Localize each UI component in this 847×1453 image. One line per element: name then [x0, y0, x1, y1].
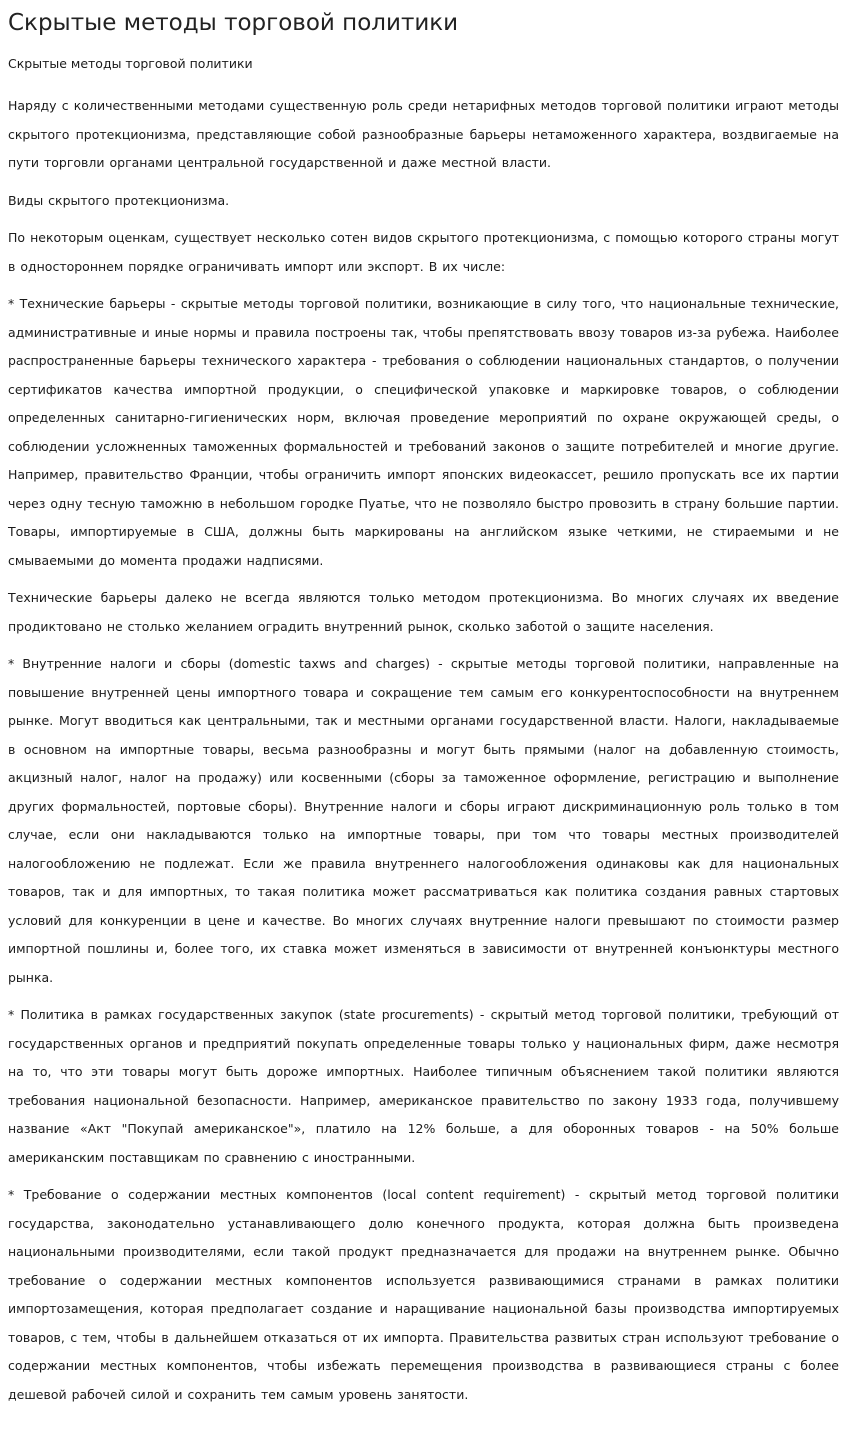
- page-title: Скрытые методы торговой политики: [8, 10, 459, 36]
- page-subtitle: Скрытые методы торговой политики: [8, 56, 253, 71]
- paragraph-local-content: * Требование о содержании местных компонентов (local content requirement) - скрытый метод торговой политики государства, законодательно устанавливающего долю конечного продукта, которая должна быть произведена национальными производителями, если такой продукт предназначается для продажи на внутреннем рынке. Обычно требование о содержании местных компонентов используется развивающимися странами в рамках политики импортозамещения, которая предполагает создание и наращивание национальной базы производства импортируемых товаров, с тем, чтобы в дальнейшем отказаться от их импорта. Правительства развитых стран используют требование о содержании местных компонентов, чтобы избежать перемещения производства в развивающиеся страны с более дешевой рабочей силой и сохранить тем самым уровень занятости.: [8, 1187, 839, 1402]
- paragraph-types-heading: Виды скрытого протекционизма.: [8, 192, 230, 208]
- paragraph-state-procurements: * Политика в рамках государственных закупок (state procurements) - скрытый метод торговой политики, требующий от государственных органов и предприятий покупать определенные товары только у национальных фирм, даже несмотря на то, что эти товары могут быть дороже импортных. Наиболее типичным объяснением такой политики являются требования национальной безопасности. Например, американское правительство по закону 1933 года, получившему название «Акт "Покупай американское"», платило на 12% больше, а для оборонных товаров - на 50% больше американским поставщикам по сравнению с иностранными.: [8, 1007, 839, 1165]
- paragraph-intro: Наряду с количественными методами существенную роль среди нетарифных методов торговой политики играют методы скрытого протекционизма, представляющие собой разнообразные барьеры нетаможенного характера, воздвигаемые на пути торговли органами центральной государственной и даже местной власти.: [8, 98, 839, 170]
- paragraph-technical-barriers-note: Технические барьеры далеко не всегда являются только методом протекционизма. Во многих случаях их введение продиктовано не столько желанием оградить внутренний рынок, сколько заботой о защите населения.: [8, 590, 839, 634]
- paragraph-domestic-taxes: * Внутренние налоги и сборы (domestic taxws and charges) - скрытые методы торговой политики, направленные на повышение внутренней цены импортного товара и сокращение тем самым его конкурентоспособности на внутреннем рынке. Могут вводиться как центральными, так и местными органами государственной власти. Налоги, накладываемые в основном на импортные товары, весьма разнообразны и могут быть прямыми (налог на добавленную стоимость, акцизный налог, налог на продажу) или косвенными (сборы за таможенное оформление, регистрацию и выполнение других формальностей, портовые сборы). Внутренние налоги и сборы играют дискриминационную роль только в том случае, если они накладываются только на импортные товары, при том что товары местных производителей налогообложению не подлежат. Если же правила внутреннего налогообложения одинаковы как для национальных товаров, так и для импортных, то такая политика может рассматриваться как политика создания равных стартовых условий для конкуренции в цене и качестве. Во многих случаях внутренние налоги превышают по стоимости размер импортной пошлины и, более того, их ставка может изменяться в зависимости от внутренней конъюнктуры местного рынка.: [8, 656, 839, 985]
- paragraph-estimates: По некоторым оценкам, существует несколько сотен видов скрытого протекционизма, с помощью которого страны могут в одностороннем порядке ограничивать импорт или экспорт. В их числе:: [8, 230, 839, 274]
- paragraph-technical-barriers: * Технические барьеры - скрытые методы торговой политики, возникающие в силу того, что национальные технические, административные и иные нормы и правила построены так, чтобы препятствовать ввозу товаров из-за рубежа. Наиболее распространенные барьеры технического характера - требования о соблюдении национальных стандартов, о получении сертификатов качества импортной продукции, о специфической упаковке и маркировке товаров, о соблюдении определенных санитарно-гигиенических норм, включая проведение мероприятий по охране окружающей среды, о соблюдении усложненных таможенных формальностей и требований законов о защите потребителей и многие другие. Например, правительство Франции, чтобы ограничить импорт японских видеокассет, решило пропускать все их партии через одну тесную таможню в небольшом городке Пуатье, что не позволяло быстро провозить в страну большие партии. Товары, импортируемые в США, должны быть маркированы на английском языке четкими, не стираемыми и не смываемыми до момента продажи надписями.: [8, 296, 839, 568]
